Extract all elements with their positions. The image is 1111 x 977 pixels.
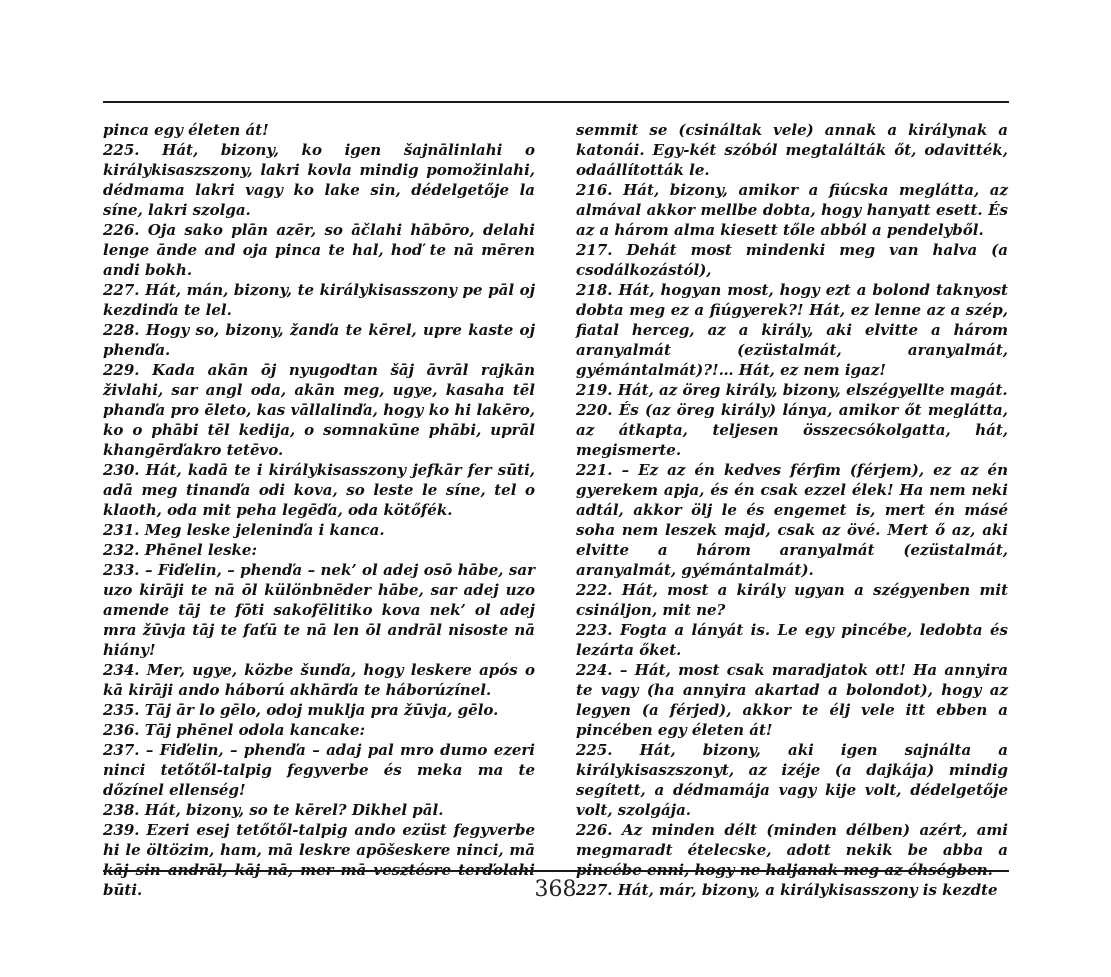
paragraph: 230. Hát, kadā te i királykisasszony jefkār fer sūti, adā meg tinanďa odi kova, so leste le síne, tel o klaoth, oda mit peha legēďa, oda kötőfék. bbox=[103, 461, 535, 519]
paragraph: 237. – Fiďelin, – phenďa – adaj pal mro dumo ezeri ninci tetőtől-talpig fegyverbe és meka ma te dőzínel ellenség! bbox=[103, 741, 535, 799]
right-column bbox=[576, 120, 1008, 900]
page-number: 368 bbox=[534, 877, 577, 902]
paragraph: 228. Hogy so, bizony, žanďa te kērel, upre kaste oj phenďa. bbox=[103, 321, 535, 359]
paragraph: 218. Hát, hogyan most, hogy ezt a bolond taknyost dobta meg ez a fiúgyerek?! Hát, ez lenne az a szép, fiatal herceg, az a király, aki elvitte a három aranyalmát (ezüstalmát, aranyalmát, gyémántalmát)?!… Hát, ez nem igaz! bbox=[576, 281, 1008, 379]
paragraph: 225. Hát, bizony, ko igen šajnālinlahi o királykisaszszony, lakri kovla mindig pomožinlahi, dédmama lakri vagy ko lake sin, dédelgetője la síne, lakri szolga. bbox=[103, 141, 535, 219]
paragraph: 226. Az minden délt (minden délben) azért, ami megmaradt ételecske, adott nekik be abba a pincébe enni, hogy ne haljanak meg az éhségben. bbox=[576, 821, 1008, 879]
paragraph: 233. – Fiďelin, – phenďa – nek’ ol adej osō hābe, sar uzo kirāji te nā ōl különbnēder hābe, sar adej uzo amende tāj te fōti sakofēlitiko kova nek’ ol adej mra žūvja tāj te faťū te nā len ōl andrāl nisoste nā hiány! bbox=[103, 561, 535, 659]
paragraph: 223. Fogta a lányát is. Le egy pincébe, ledobta és lezárta őket. bbox=[576, 621, 1008, 659]
paragraph: 235. Tāj ār lo gēlo, odoj muklja pra žūvja, gēlo. bbox=[103, 701, 499, 719]
paragraph: 222. Hát, most a király ugyan a szégyenben mit csináljon, mit ne? bbox=[576, 581, 1008, 619]
paragraph: 232. Phēnel leske: bbox=[103, 541, 258, 559]
paragraph: semmit se (csináltak vele) annak a királynak a katonái. Egy-két szóból megtalálták őt, odavitték, odaállították le. bbox=[576, 121, 1008, 179]
paragraph: 236. Tāj phēnel odola kancake: bbox=[103, 721, 366, 739]
paragraph: 225. Hát, bizony, aki igen sajnálta a királykisaszszonyt, az izéje (a dajkája) mindig segített, a dédmamája vagy kije volt, dédelgetője volt, szolgája. bbox=[576, 741, 1008, 819]
left-column bbox=[103, 120, 535, 900]
paragraph: 221. – Ez az én kedves férfim (férjem), ez az én gyerekem apja, és én csak ezzel élek! Ha nem neki adtál, akkor ölj le és engemet is, mert én másé soha nem leszek majd, csak az övé. Mert ő az, aki elvitte a három aranyalmát (ezüstalmát, aranyalmát, gyémántalmát). bbox=[576, 461, 1008, 579]
paragraph: 229. Kada akān ōj nyugodtan šāj āvrāl rajkān živlahi, sar angl oda, akān meg, ugye, kasaha tēl phanďa pro ēleto, kas vāllalinďa, hogy ko hi lakēro, ko o phābi tēl kedija, o somnakūne phābi, uprāl khangērďakro tetēvo. bbox=[103, 361, 535, 459]
paragraph: 219. Hát, az öreg király, bizony, elszégyellte magát. bbox=[576, 381, 1008, 399]
bottom-rule bbox=[103, 870, 1009, 872]
paragraph: 231. Meg leske jeleninďa i kanca. bbox=[103, 521, 385, 539]
paragraph: 216. Hát, bizony, amikor a fiúcska meglátta, az almával akkor mellbe dobta, hogy hanyatt esett. És az a három alma kiesett tőle abból a pendelyből. bbox=[576, 181, 1008, 239]
paragraph: 217. Dehát most mindenki meg van halva (a csodálkozástól), bbox=[576, 241, 1008, 279]
paragraph: 234. Mer, ugye, közbe šunďa, hogy leskere após o kā kirāji ando háború akhārďa te háborúzínel. bbox=[103, 661, 535, 699]
paragraph: 220. És (az öreg király) lánya, amikor őt meglátta, az átkapta, teljesen összecsókolgatta, hát, megismerte. bbox=[576, 401, 1008, 459]
top-rule bbox=[103, 101, 1009, 103]
paragraph: 227. Hát, mán, bizony, te királykisasszony pe pāl oj kezdinďa te lel. bbox=[103, 281, 535, 319]
paragraph: 227. Hát, már, bizony, a királykisasszony is kezdte bbox=[576, 881, 998, 899]
paragraph: 226. Oja sako plān azēr, so āčlahi hābōro, delahi lenge ānde and oja pinca te hal, hoď te nā mēren andi bokh. bbox=[103, 221, 535, 279]
paragraph: pinca egy életen át! bbox=[103, 121, 269, 139]
paragraph: 238. Hát, bizony, so te kērel? Dikhel pāl. bbox=[103, 801, 444, 819]
paragraph: 224. – Hát, most csak maradjatok ott! Ha annyira te vagy (ha annyira akartad a bolondot), hogy az legyen (a férjed), akkor te élj vele itt ebben a pincében egy életen át! bbox=[576, 661, 1008, 739]
paragraph: 239. Ezeri esej tetőtől-talpig ando ezüst fegyverbe hi le öltözim, ham, mā leskre apōšeskere ninci, mā kāj sin andrāl, kāj nā, mer mā vesztésre terďolahi būti. bbox=[103, 821, 535, 899]
